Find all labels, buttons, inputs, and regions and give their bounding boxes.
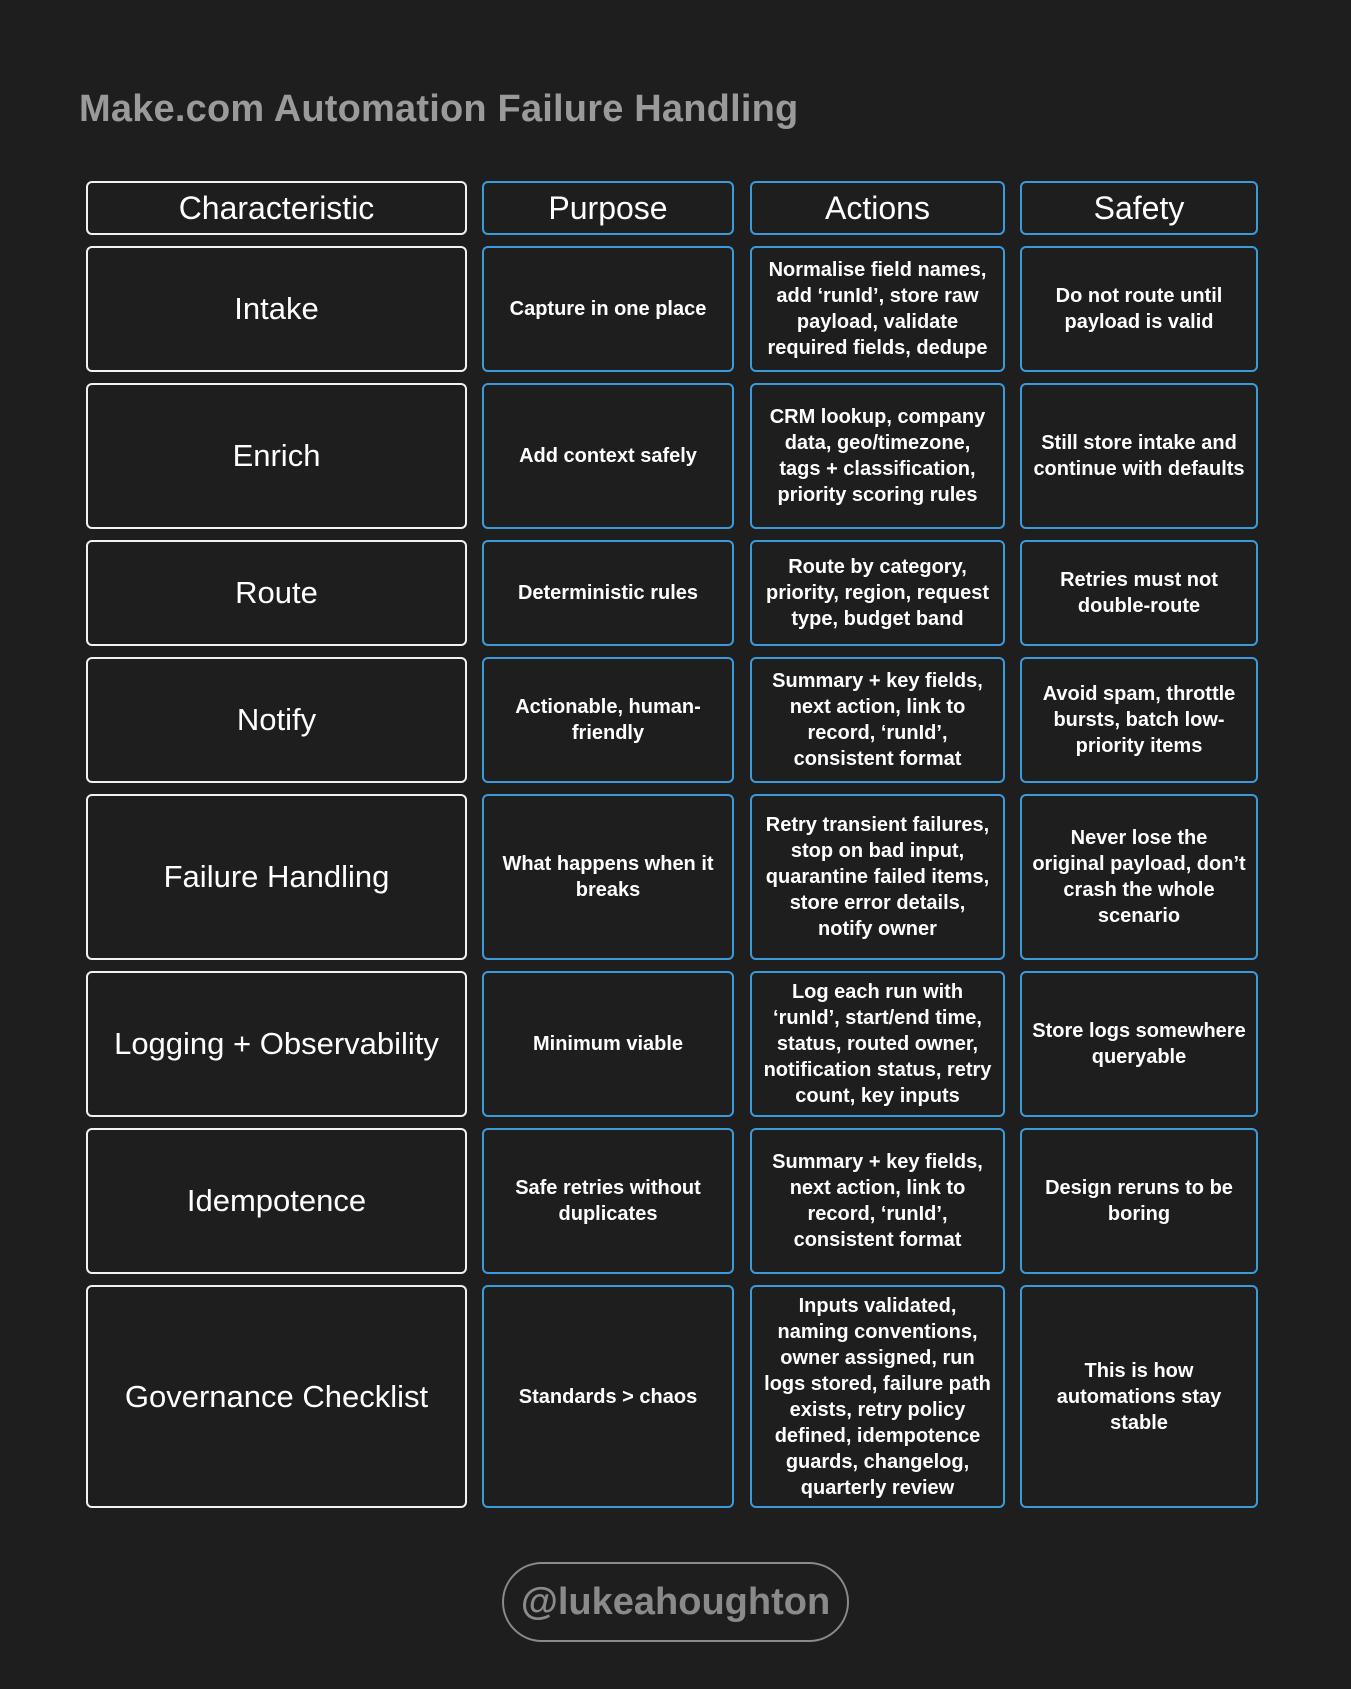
row-enrich-characteristic: Enrich: [86, 383, 467, 529]
header-purpose: Purpose: [482, 181, 734, 235]
header-safety: Safety: [1020, 181, 1258, 235]
row-notify-characteristic: Notify: [86, 657, 467, 783]
row-failure-handling-purpose: What happens when it breaks: [482, 794, 734, 960]
row-notify-actions: Summary + key fields, next action, link to record, ‘runId’, consistent format: [750, 657, 1005, 783]
page-title: Make.com Automation Failure Handling: [79, 88, 799, 130]
row-enrich-purpose: Add context safely: [482, 383, 734, 529]
row-failure-handling-actions: Retry transient failures, stop on bad input, quarantine failed items, store error details, notify owner: [750, 794, 1005, 960]
row-governance-safety: This is how automations stay stable: [1020, 1285, 1258, 1508]
row-idempotence-purpose: Safe retries without duplicates: [482, 1128, 734, 1274]
row-route-characteristic: Route: [86, 540, 467, 646]
header-characteristic: Characteristic: [86, 181, 467, 235]
author-handle: @lukeahoughton: [502, 1562, 849, 1642]
row-intake-purpose: Capture in one place: [482, 246, 734, 372]
row-logging-actions: Log each run with ‘runId’, start/end time, status, routed owner, notification status, retry count, key inputs: [750, 971, 1005, 1117]
row-route-actions: Route by category, priority, region, request type, budget band: [750, 540, 1005, 646]
row-idempotence-characteristic: Idempotence: [86, 1128, 467, 1274]
row-idempotence-actions: Summary + key fields, next action, link to record, ‘runId’, consistent format: [750, 1128, 1005, 1274]
row-failure-handling-characteristic: Failure Handling: [86, 794, 467, 960]
row-intake-characteristic: Intake: [86, 246, 467, 372]
row-intake-safety: Do not route until payload is valid: [1020, 246, 1258, 372]
row-notify-purpose: Actionable, human-friendly: [482, 657, 734, 783]
row-logging-safety: Store logs somewhere queryable: [1020, 971, 1258, 1117]
row-failure-handling-safety: Never lose the original payload, don’t crash the whole scenario: [1020, 794, 1258, 960]
row-governance-actions: Inputs validated, naming conventions, owner assigned, run logs stored, failure path exists, retry policy defined, idempotence guards, changelog, quarterly review: [750, 1285, 1005, 1508]
row-governance-purpose: Standards > chaos: [482, 1285, 734, 1508]
row-enrich-safety: Still store intake and continue with defaults: [1020, 383, 1258, 529]
row-logging-characteristic: Logging + Observability: [86, 971, 467, 1117]
row-enrich-actions: CRM lookup, company data, geo/timezone, tags + classification, priority scoring rules: [750, 383, 1005, 529]
row-idempotence-safety: Design reruns to be boring: [1020, 1128, 1258, 1274]
row-route-purpose: Deterministic rules: [482, 540, 734, 646]
row-intake-actions: Normalise field names, add ‘runId’, store raw payload, validate required fields, dedupe: [750, 246, 1005, 372]
row-notify-safety: Avoid spam, throttle bursts, batch low-priority items: [1020, 657, 1258, 783]
header-actions: Actions: [750, 181, 1005, 235]
row-route-safety: Retries must not double-route: [1020, 540, 1258, 646]
row-governance-characteristic: Governance Checklist: [86, 1285, 467, 1508]
row-logging-purpose: Minimum viable: [482, 971, 734, 1117]
